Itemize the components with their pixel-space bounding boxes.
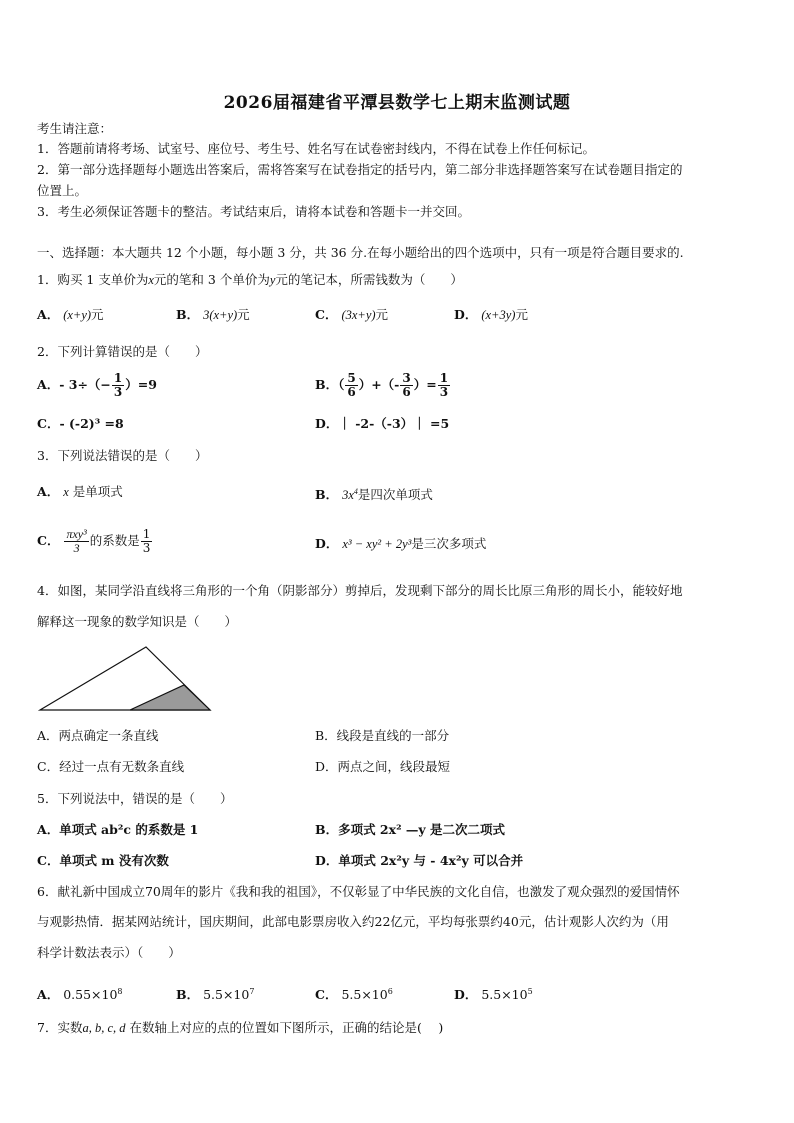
question-3-option-d[interactable]: D． x³ − xy² + 2y³是三次多项式 [315, 536, 487, 551]
notice-item-2: 2．第一部分选择题每小题选出答案后，需将答案写在试卷指定的括号内，第二部分非选择题答案写在试卷题目指定的 [37, 162, 683, 177]
question-4-option-a[interactable]: A．两点确定一条直线 [37, 728, 159, 743]
question-2-option-c[interactable]: C．- (-2)³ =8 [37, 416, 124, 431]
question-4-option-b[interactable]: B．线段是直线的一部分 [315, 728, 450, 743]
question-5-option-a[interactable]: A．单项式 ab²c 的系数是 1 [37, 822, 199, 837]
question-3-option-a[interactable]: A． x 是单项式 [37, 484, 123, 499]
triangle-figure [38, 641, 214, 713]
variable-y: y [269, 273, 276, 287]
question-1-option-a[interactable]: A． (x+y)元 [37, 307, 104, 322]
question-2-option-b[interactable]: B．（ $\frac{5}{6}$ ）+（- $\frac{3}{6}$ ）= $\frac{1}{3}$ [315, 371, 449, 399]
question-6-option-d[interactable]: D． $5.5\times 10^5$ [454, 987, 533, 1003]
question-6-stem-line-1: 6．献礼新中国成立70周年的影片《我和我的祖国》，不仅彰显了中华民族的文化自信，也激发了观众强烈的爱国情怀 [37, 884, 680, 899]
question-5-option-c[interactable]: C．单项式 m 没有次数 [37, 853, 169, 868]
question-6-stem-line-2: 与观影热情．据某网站统计，国庆期间，此部电影票房收入约22亿元，平均每张票约40元，估计观影人次约为（用 [37, 914, 669, 929]
question-2-stem: 2．下列计算错误的是（ ） [37, 344, 208, 359]
question-3-option-c[interactable]: C． $\frac{\text{πxy³}}{3}$ 的系数是 $\frac{1}{3}$ [37, 527, 151, 555]
question-5-option-d[interactable]: D．单项式 2x²y 与 - 4x²y 可以合并 [315, 853, 524, 868]
notice-heading: 考生请注意： [37, 121, 113, 136]
question-4-stem-line-2: 解释这一现象的数学知识是（ ） [37, 614, 238, 629]
variable-x: x [148, 273, 154, 287]
notice-item-3: 3．考生必须保证答题卡的整洁。考试结束后，请将本试卷和答题卡一并交回。 [37, 204, 470, 219]
question-1-option-c[interactable]: C． (3x+y)元 [315, 307, 389, 322]
question-4-option-c[interactable]: C．经过一点有无数条直线 [37, 759, 185, 774]
question-6-option-b[interactable]: B． $5.5\times 10^7$ [176, 987, 255, 1003]
page-title: 2026届福建省平潭县数学七上期末监测试题 [223, 93, 571, 113]
question-1-option-b[interactable]: B． 3(x+y)元 [176, 307, 250, 322]
question-1-stem: 1．购买 1 支单价为x元的笔和 3 个单价为y元的笔记本，所需钱数为（ ） [37, 272, 463, 287]
question-6-stem-line-3: 科学计数法表示）（ ） [37, 945, 181, 960]
question-5-option-b[interactable]: B．多项式 2x² —y 是二次二项式 [315, 822, 506, 837]
question-4-option-d[interactable]: D．两点之间，线段最短 [315, 759, 451, 774]
section-heading: 一、选择题：本大题共 12 个小题，每小题 3 分，共 36 分.在每小题给出的四个选项中，只有一项是符合题目要求的. [37, 245, 684, 260]
notice-item-1: 1．答题前请将考场、试室号、座位号、考生号、姓名写在试卷密封线内，不得在试卷上作任何标记。 [37, 141, 595, 156]
question-3-stem: 3．下列说法错误的是（ ） [37, 448, 208, 463]
question-6-option-a[interactable]: A． $0.55\times 10^8$ [37, 987, 123, 1003]
question-7-stem: 7．实数a, b, c, d 在数轴上对应的点的位置如下图所示，正确的结论是( ) [37, 1020, 444, 1035]
question-2-option-d[interactable]: D．｜ -2-（-3）｜ =5 [315, 416, 450, 431]
notice-item-2-cont: 位置上。 [37, 183, 88, 198]
question-4-stem-line-1: 4．如图，某同学沿直线将三角形的一个角（阴影部分）剪掉后，发现剩下部分的周长比原三角形的周长小，能较好地 [37, 583, 683, 598]
variables-abcd: a, b, c, d [82, 1021, 126, 1035]
question-1-option-d[interactable]: D． (x+3y)元 [454, 307, 528, 322]
question-3-option-b[interactable]: B． $3x^4$是四次单项式 [315, 487, 433, 503]
question-5-stem: 5．下列说法中，错误的是（ ） [37, 791, 233, 806]
question-6-option-c[interactable]: C． $5.5\times 10^6$ [315, 987, 393, 1003]
question-2-option-a[interactable]: A．- 3÷（− $\frac{1}{3}$ ）=9 [37, 371, 157, 399]
